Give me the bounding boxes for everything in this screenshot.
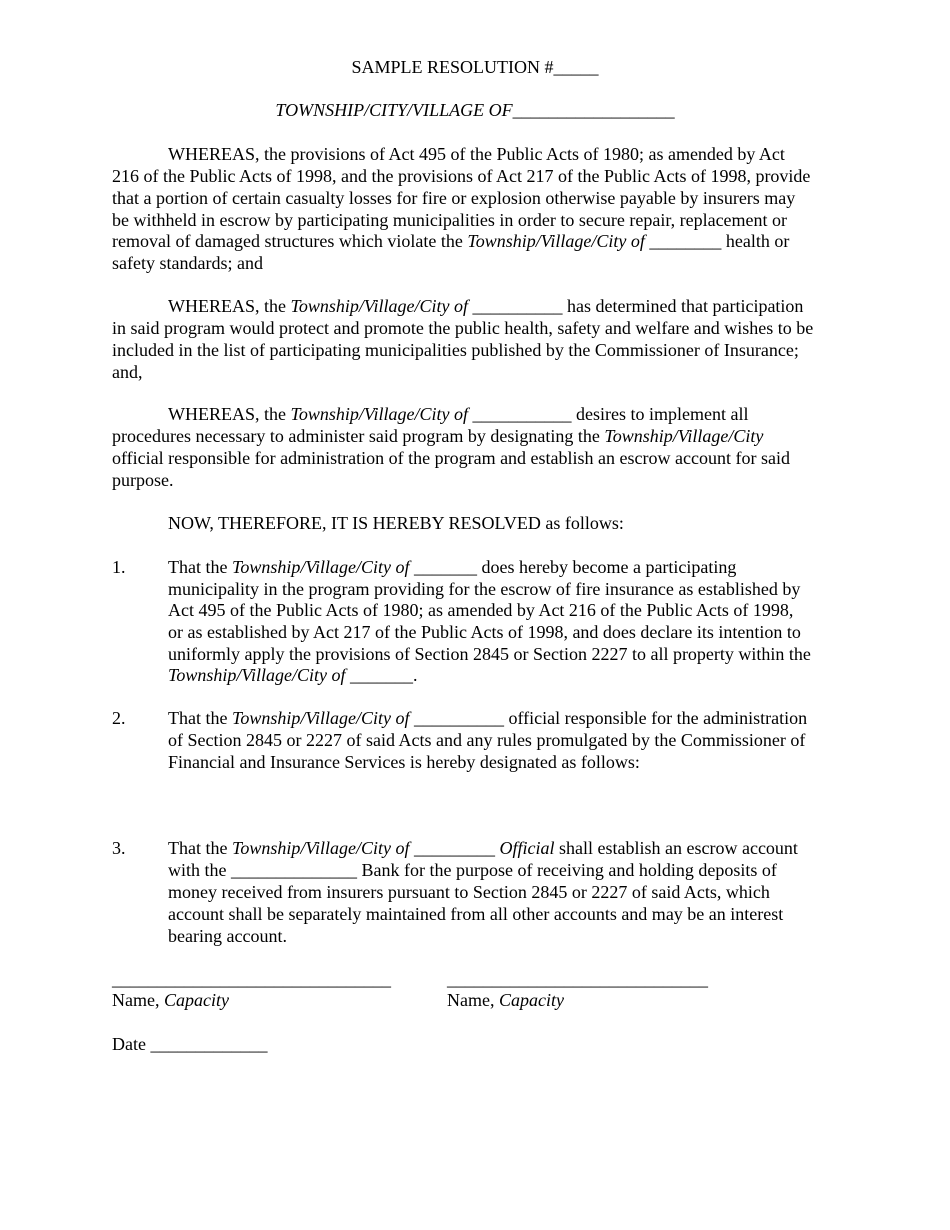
text-run: Name,: [447, 990, 499, 1010]
italic-run: Official: [499, 838, 555, 858]
text-run: __________ has determined that participation: [468, 296, 804, 316]
text-run: WHEREAS, the: [168, 404, 291, 424]
item-line: or as established by Act 217 of the Public Acts of 1998, and does declare its intention to: [168, 622, 801, 642]
item-line: of Section 2845 or 2227 of said Acts and any rules promulgated by the Commissioner of: [168, 730, 806, 750]
item-number: 1.: [112, 557, 126, 577]
resolved-heading: NOW, THEREFORE, IT IS HEREBY RESOLVED as follows:: [168, 513, 624, 533]
document-title: SAMPLE RESOLUTION #_____: [351, 57, 599, 77]
item-line: account shall be separately maintained from all other accounts and may be an interest: [168, 904, 784, 924]
item-line: Act 495 of the Public Acts of 1980; as amended by Act 216 of the Public Acts of 1998,: [168, 600, 794, 620]
italic-run: Capacity: [498, 990, 564, 1010]
paragraph-line: 216 of the Public Acts of 1998, and the provisions of Act 217 of the Public Acts of 1998, provide: [112, 166, 811, 186]
text-run: __________ official responsible for the administration: [409, 708, 808, 728]
italic-run: Township/Village/City of: [231, 557, 410, 577]
text-run: ___________ desires to implement all: [468, 404, 749, 424]
item-line: [168, 556, 736, 578]
italic-run: Township/Village/City of: [467, 231, 645, 251]
text-run: procedures necessary to administer said program by designating the: [112, 426, 605, 446]
signature-caption-left: [112, 989, 229, 1011]
text-run: _________: [409, 838, 500, 858]
text-run: _______.: [345, 665, 418, 685]
italic-run: Township/Village/City of: [290, 296, 469, 316]
signature-line-right[interactable]: _____________________________: [447, 969, 708, 989]
item-line: Financial and Insurance Services is hereby designated as follows:: [168, 752, 640, 772]
paragraph-line: that a portion of certain casualty losses for fire or explosion otherwise payable by insurers may: [112, 188, 796, 208]
italic-run: Township/Village/City of: [168, 665, 346, 685]
paragraph-line: and,: [112, 362, 143, 382]
document-subtitle: [0, 99, 950, 121]
signature-caption-right: [447, 989, 564, 1011]
item-number: 2.: [112, 708, 126, 728]
italic-run: Township/Village/City of: [231, 708, 410, 728]
text-run: That the: [168, 557, 232, 577]
text-run: That the: [168, 708, 232, 728]
item-number: 3.: [112, 838, 126, 858]
text-run: _______ does hereby become a participating: [409, 557, 737, 577]
text-run: That the: [168, 838, 232, 858]
item-line: uniformly apply the provisions of Section 2845 or Section 2227 to all property within the: [168, 644, 811, 664]
item-line: [168, 664, 418, 686]
paragraph-line: safety standards; and: [112, 253, 263, 273]
paragraph-line: [168, 295, 803, 317]
paragraph-line: official responsible for administration of the program and establish an escrow account for said: [112, 448, 790, 468]
text-run: Name,: [112, 990, 164, 1010]
paragraph-line: [112, 425, 763, 447]
date-field: [112, 1033, 267, 1055]
paragraph-line: be withheld in escrow by participating municipalities in order to secure repair, replacement or: [112, 210, 788, 230]
text-run: WHEREAS, the: [168, 296, 291, 316]
italic-run: Capacity: [163, 990, 229, 1010]
item-line: municipality in the program providing for the escrow of fire insurance as established by: [168, 579, 801, 599]
text-run: removal of damaged structures which violate the: [112, 231, 468, 251]
italic-run: Township/Village/City of: [290, 404, 469, 424]
date-label: Date: [112, 1034, 151, 1054]
paragraph-line: [112, 230, 789, 252]
signature-line-left[interactable]: _______________________________: [112, 969, 391, 989]
item-line: with the ______________ Bank for the purpose of receiving and holding deposits of: [168, 860, 777, 880]
italic-run: Township/Village/City of: [231, 838, 410, 858]
text-run: ________ health or: [644, 231, 790, 251]
paragraph-line: WHEREAS, the provisions of Act 495 of the Public Acts of 1980; as amended by Act: [168, 144, 785, 164]
paragraph-line: in said program would protect and promote the public health, safety and welfare and wishes to be: [112, 318, 814, 338]
text-run: shall establish an escrow account: [554, 838, 798, 858]
date-blank[interactable]: _____________: [150, 1034, 268, 1054]
paragraph-line: [168, 403, 748, 425]
item-line: bearing account.: [168, 926, 287, 946]
item-line: [168, 837, 798, 859]
paragraph-line: purpose.: [112, 470, 174, 490]
paragraph-line: included in the list of participating municipalities published by the Commissioner of Insurance;: [112, 340, 799, 360]
item-line: money received from insurers pursuant to Section 2845 or 2227 of said Acts, which: [168, 882, 770, 902]
italic-run: Township/Village/City: [604, 426, 764, 446]
subtitle-text: TOWNSHIP/CITY/VILLAGE OF__________________: [275, 100, 675, 120]
item-line: [168, 707, 807, 729]
